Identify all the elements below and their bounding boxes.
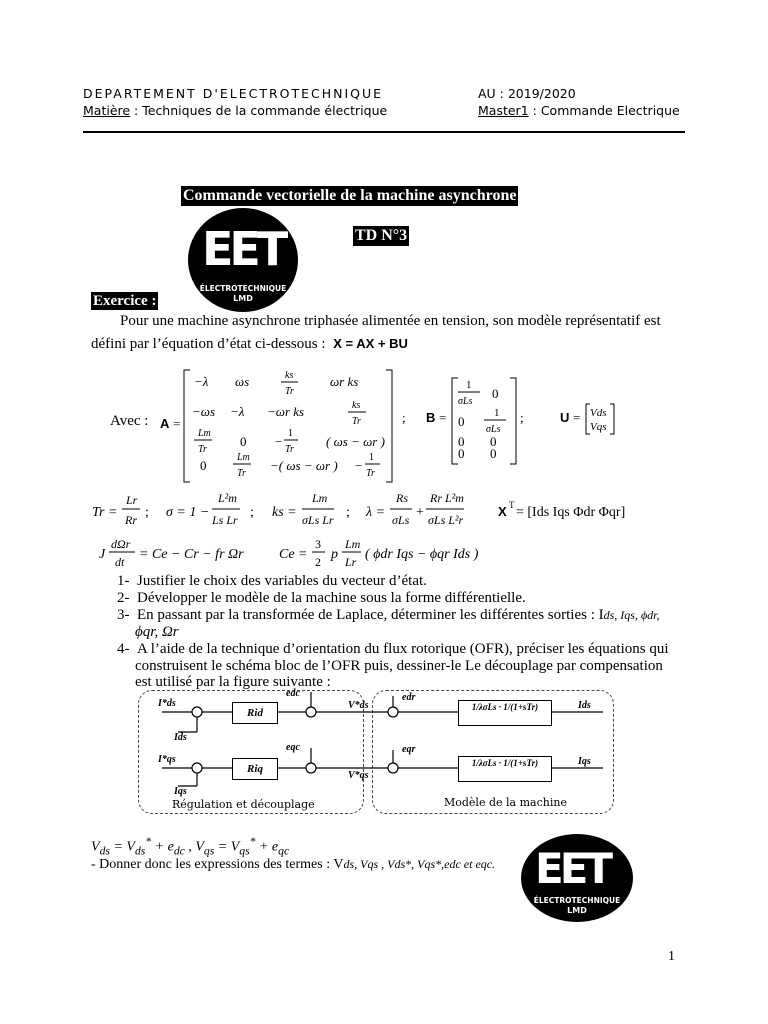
logo-bottom-lmd-text: LMD	[567, 906, 587, 915]
academic-year: AU : 2019/2020	[478, 86, 576, 101]
svg-text:0: 0	[490, 434, 497, 449]
machine-d-block: 1/λσLs · 1/(1+sTr)	[458, 700, 552, 726]
svg-text:1: 1	[466, 379, 472, 391]
svg-text:−( ωs − ωr ): −( ωs − ωr )	[270, 458, 338, 473]
state-equation: X = AX + BU	[333, 336, 408, 351]
svg-text:dΩr: dΩr	[111, 537, 131, 551]
question-2: 2- Développer le modèle de la machine sous la forme différentielle.	[117, 590, 526, 606]
svg-text:p: p	[331, 547, 338, 562]
svg-text:Tr: Tr	[285, 386, 294, 397]
svg-text:Ce =: Ce =	[279, 547, 308, 562]
svg-text:ks: ks	[352, 400, 361, 411]
intro-line-1: Pour une machine asynchrone triphasée alimentée en tension, son modèle représentatif est	[120, 313, 661, 329]
master-label: Master1	[478, 103, 529, 118]
document-title: Commande vectorielle de la machine asynchrone	[183, 187, 517, 204]
question-3-cont: ϕqr, Ωr	[135, 624, 179, 640]
svg-text:edr: edr	[402, 692, 416, 703]
svg-text:;: ;	[346, 505, 350, 520]
td-number: TD N°3	[355, 227, 408, 244]
eet-logo-top	[188, 208, 298, 312]
svg-text:ωs: ωs	[235, 374, 250, 389]
exercice-heading: Exercice :	[93, 293, 157, 309]
svg-text:σLs L²r: σLs L²r	[428, 513, 464, 527]
svg-text:( ϕdr Iqs − ϕqr Ids ): ( ϕdr Iqs − ϕqr Ids )	[365, 547, 479, 562]
state-matrices	[140, 364, 660, 488]
svg-text:Rr L²m: Rr L²m	[430, 491, 464, 505]
eet-logo-bottom	[521, 834, 633, 922]
svg-text:Tr: Tr	[366, 468, 375, 479]
logo-bottom-sub-text: ÉLECTROTECHNIQUE	[533, 896, 621, 905]
svg-text:0: 0	[458, 434, 465, 449]
svg-text:0: 0	[200, 458, 207, 473]
page-number: 1	[668, 949, 675, 964]
svg-text:V*qs: V*qs	[348, 770, 369, 781]
svg-text:Tr: Tr	[285, 444, 294, 455]
svg-text:Lr: Lr	[126, 493, 138, 507]
svg-text:= [Ids Iqs Φdr Φqr]: = [Ids Iqs Φdr Φqr]	[516, 505, 626, 520]
svg-text:Iqs: Iqs	[174, 786, 187, 797]
regulation-label: Régulation et découplage	[172, 798, 315, 811]
svg-text:Vds: Vds	[590, 407, 607, 419]
question-3-text: 3- En passant par la transformée de Laplace, déterminer les différentes sorties : I	[117, 607, 604, 623]
svg-text:L²m: L²m	[218, 491, 237, 505]
svg-text:Lr: Lr	[345, 555, 357, 569]
logo-sub-text: ÉLECTROTECHNIQUE	[199, 284, 287, 293]
svg-text:Vqs: Vqs	[590, 421, 607, 433]
svg-text:Tr: Tr	[198, 444, 207, 455]
svg-text:1: 1	[288, 428, 293, 439]
intro-line-2-text: défini par l’équation d’état ci-dessous :	[91, 336, 326, 352]
svg-text:ωr ks: ωr ks	[330, 374, 359, 389]
svg-text:=: =	[173, 416, 181, 431]
svg-text:Rr: Rr	[125, 513, 137, 527]
svg-text:Ids: Ids	[578, 700, 591, 711]
question-4: 4- A l’aide de la technique d’orientation du flux rotorique (OFR), préciser les équations qui	[117, 641, 669, 657]
svg-text:Tr: Tr	[237, 468, 246, 479]
question-1: 1- Justifier le choix des variables du vecteur d’état.	[117, 573, 427, 589]
svg-text:Rs: Rs	[396, 491, 408, 505]
svg-text:−: −	[274, 434, 283, 449]
header-rule	[83, 131, 685, 133]
svg-text:3: 3	[315, 537, 321, 551]
department-header: DEPARTEMENT D'ELECTROTECHNIQUE	[83, 86, 384, 101]
svg-text:σLs Lr: σLs Lr	[302, 513, 334, 527]
svg-text:+: +	[416, 505, 424, 520]
svg-text:I*ds: I*ds	[158, 698, 176, 709]
svg-text:σLs: σLs	[392, 513, 410, 527]
question-3: 3- En passant par la transformée de Laplace, déterminer les différentes sorties : Ids, Iqs, ϕdr,	[117, 607, 660, 623]
vds-symbol: V	[91, 839, 100, 855]
svg-text:V*ds: V*ds	[348, 700, 369, 711]
donner-line: - Donner donc les expressions des termes : Vds, Vqs , Vds*, Vqs*,edc et eqc.	[91, 857, 496, 872]
svg-text:;: ;	[250, 505, 254, 520]
svg-text:σLs: σLs	[486, 424, 501, 435]
avec-label: Avec :	[110, 413, 149, 429]
svg-text:Lm: Lm	[237, 452, 250, 463]
svg-text:−λ: −λ	[194, 374, 209, 389]
svg-text:ks: ks	[285, 370, 294, 381]
svg-text:eqr: eqr	[402, 744, 416, 755]
svg-text:B: B	[426, 410, 436, 425]
svg-text:;: ;	[402, 410, 406, 425]
svg-text:;: ;	[145, 505, 149, 520]
master-value: : Commande Electrique	[528, 103, 680, 118]
svg-text:= Ce − Cr − fr Ωr: = Ce − Cr − fr Ωr	[139, 547, 244, 562]
svg-text:0: 0	[240, 434, 247, 449]
definitions-row	[90, 488, 626, 532]
machine-label: Modèle de la machine	[444, 796, 567, 809]
svg-text:X: X	[498, 504, 507, 519]
svg-text:T: T	[509, 500, 515, 510]
svg-text:2: 2	[315, 555, 321, 569]
master-line	[478, 103, 680, 118]
question-4-line-3: est utilisé par la figure suivante :	[135, 674, 331, 690]
svg-text:Lm: Lm	[198, 428, 211, 439]
svg-text:A: A	[160, 416, 170, 431]
svg-text:=: =	[573, 410, 581, 425]
svg-text:( ωs − ωr ): ( ωs − ωr )	[326, 434, 385, 449]
matiere-line	[83, 103, 387, 118]
svg-text:ks =: ks =	[272, 505, 297, 520]
logo-bottom-big-text: EET	[535, 844, 610, 893]
svg-text:0: 0	[490, 446, 497, 461]
svg-text:1: 1	[494, 407, 500, 419]
machine-q-block: 1/λσLs · 1/(1+sTr)	[458, 756, 552, 782]
svg-text:U: U	[560, 410, 570, 425]
svg-text:0: 0	[458, 414, 465, 429]
mechanical-equations	[95, 534, 495, 574]
intro-line-2	[91, 334, 408, 354]
svg-text:;: ;	[520, 410, 524, 425]
regulator-q-block: Riq	[232, 758, 278, 780]
svg-text:Ids: Ids	[174, 732, 187, 743]
matiere-value: : Techniques de la commande électrique	[130, 103, 388, 118]
svg-text:−ωs: −ωs	[192, 404, 216, 419]
svg-text:−λ: −λ	[230, 404, 245, 419]
svg-text:edc: edc	[286, 688, 300, 699]
logo-big-text: EET	[202, 222, 285, 276]
svg-text:Lm: Lm	[312, 491, 328, 505]
logo-lmd-text: LMD	[233, 294, 253, 303]
svg-text:I*qs: I*qs	[158, 754, 176, 765]
svg-text:dt: dt	[115, 555, 125, 569]
svg-text:Tr: Tr	[352, 416, 361, 427]
svg-text:0: 0	[458, 446, 465, 461]
svg-text:Ls Lr: Ls Lr	[212, 513, 238, 527]
question-4-line-2: construisent le schéma bloc de l’OFR puis, dessiner-le Le découplage par compensation	[135, 658, 663, 674]
svg-text:σLs: σLs	[458, 396, 473, 407]
svg-text:1: 1	[369, 452, 374, 463]
svg-text:0: 0	[492, 386, 499, 401]
svg-text:σ = 1 −: σ = 1 −	[166, 505, 210, 520]
svg-text:Tr =: Tr =	[92, 505, 118, 520]
svg-text:eqc: eqc	[286, 742, 300, 753]
block-diagram	[138, 688, 616, 818]
donner-text: - Donner donc les expressions des termes : V	[91, 857, 344, 872]
svg-text:λ =: λ =	[366, 505, 386, 520]
svg-text:Lm: Lm	[345, 537, 361, 551]
svg-text:Iqs: Iqs	[578, 756, 591, 767]
regulator-d-block: Rid	[232, 702, 278, 724]
vds-vqs-equation: $V_{ds} = V_{ds}^* + e_{dc}$ , $V_{qs} = V_{qs}^* + e_{qc}$	[91, 835, 290, 858]
svg-text:−: −	[354, 458, 363, 473]
svg-text:=: =	[439, 410, 447, 425]
svg-text:J: J	[99, 547, 106, 562]
svg-text:−ωr ks: −ωr ks	[267, 404, 305, 419]
matiere-label: Matière	[83, 103, 131, 118]
